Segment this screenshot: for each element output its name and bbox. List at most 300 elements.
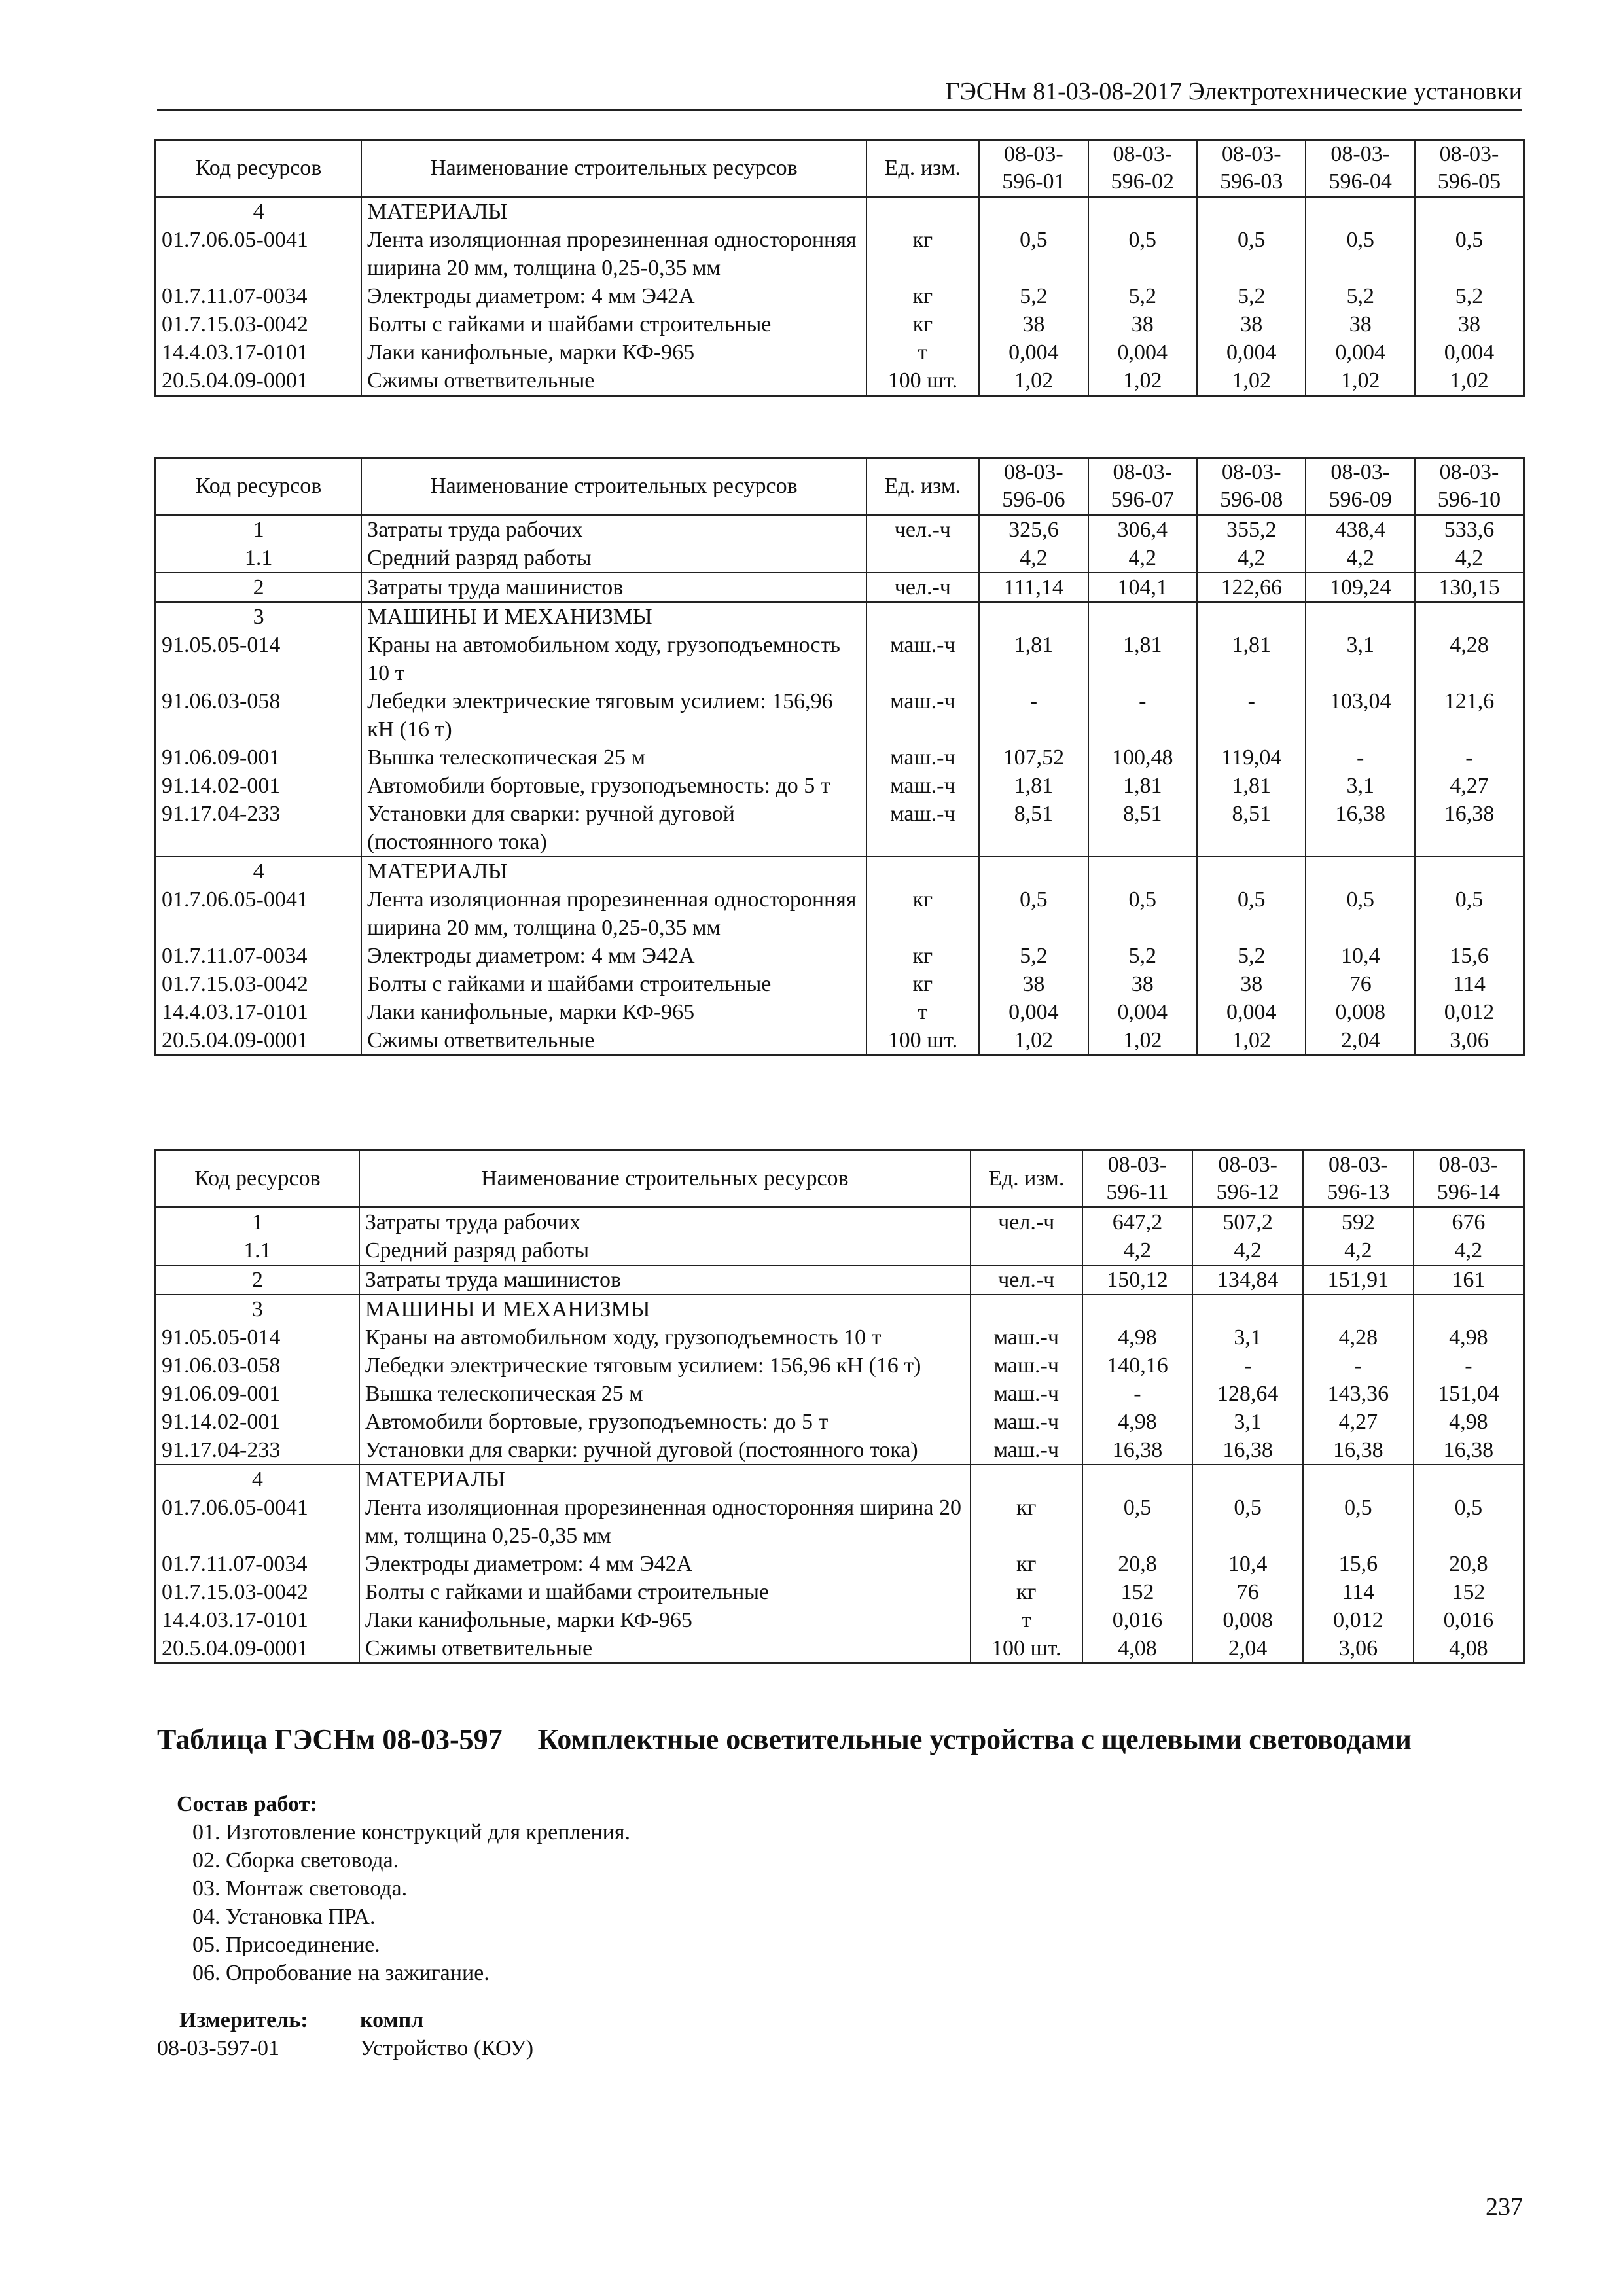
table-597-label: Таблица ГЭСНм 08-03-597 [157, 1723, 503, 1755]
resource-value: - [1414, 1352, 1524, 1380]
table-row [156, 886, 1524, 942]
resource-value: - [979, 687, 1088, 744]
resource-value: 8,51 [979, 800, 1088, 857]
resource-code: 91.14.02-001 [156, 1408, 359, 1436]
resource-value [1088, 602, 1197, 631]
resource-value: 16,38 [1414, 1436, 1524, 1465]
resource-value: 111,14 [979, 573, 1088, 602]
resource-code: 01.7.06.05-0041 [156, 886, 362, 942]
resource-value: 4,2 [1088, 544, 1197, 573]
resource-value: 103,04 [1306, 687, 1414, 744]
resource-code: 3 [156, 602, 362, 631]
resource-code: 20.5.04.09-0001 [156, 1634, 359, 1664]
resource-value: 0,5 [1415, 226, 1524, 282]
col-header-name: Наименование строительных ресурсов [361, 458, 866, 515]
resource-name: Лаки канифольные, марки КФ-965 [359, 1606, 971, 1634]
resource-value: 150,12 [1082, 1265, 1193, 1295]
resource-value [1303, 1465, 1414, 1494]
resource-value: 5,2 [1088, 942, 1197, 970]
resource-name: Затраты труда машинистов [359, 1265, 971, 1295]
col-header-norm: 08-03- 596-07 [1088, 458, 1197, 515]
resource-name: Затраты труда машинистов [361, 573, 866, 602]
resource-value [1415, 857, 1524, 886]
resource-value: 0,004 [1306, 338, 1414, 367]
resource-value: 0,004 [979, 338, 1088, 367]
resource-value: 4,98 [1414, 1408, 1524, 1436]
resource-name: Краны на автомобильном ходу, грузоподъемность 10 т [361, 631, 866, 687]
resource-value: 0,5 [1303, 1494, 1414, 1550]
resource-unit: т [866, 338, 980, 367]
resource-name: Автомобили бортовые, грузоподъемность: до 5 т [361, 772, 866, 800]
resource-value: 4,28 [1415, 631, 1524, 687]
resource-value: - [1306, 744, 1414, 772]
col-header-norm: 08-03- 596-05 [1415, 140, 1524, 197]
col-header-norm: 08-03- 596-09 [1306, 458, 1414, 515]
col-header-norm: 08-03- 596-01 [979, 140, 1088, 197]
table-row [156, 282, 1524, 310]
resource-value: 109,24 [1306, 573, 1414, 602]
col-header-norm: 08-03- 596-10 [1415, 458, 1524, 515]
resource-value: 4,2 [1303, 1236, 1414, 1265]
resource-code: 14.4.03.17-0101 [156, 338, 362, 367]
resource-value: 306,4 [1088, 515, 1197, 545]
resource-value [1197, 857, 1306, 886]
resource-unit: кг [866, 282, 980, 310]
resource-code: 20.5.04.09-0001 [156, 1026, 362, 1056]
resource-value [1082, 1295, 1193, 1323]
resource-value: 76 [1306, 970, 1414, 998]
resource-value: 0,5 [1197, 226, 1306, 282]
resource-value: 0,5 [1197, 886, 1306, 942]
resource-unit: 100 шт. [866, 1026, 980, 1056]
work-composition [177, 1790, 630, 1987]
table-row [156, 1236, 1524, 1265]
resource-value: 38 [1197, 970, 1306, 998]
resource-code: 91.05.05-014 [156, 1323, 359, 1352]
resource-value: 0,004 [1088, 338, 1197, 367]
resource-value: 647,2 [1082, 1208, 1193, 1237]
resource-unit: кг [971, 1578, 1082, 1606]
resource-value: 1,81 [979, 772, 1088, 800]
table-row [156, 1208, 1524, 1237]
resource-code: 4 [156, 197, 362, 226]
resource-name: Затраты труда рабочих [361, 515, 866, 545]
resource-value: 4,2 [979, 544, 1088, 573]
resource-name: Вышка телескопическая 25 м [359, 1380, 971, 1408]
resource-value: 1,81 [1088, 631, 1197, 687]
resource-value: 8,51 [1088, 800, 1197, 857]
resource-value: 143,36 [1303, 1380, 1414, 1408]
resource-value: 161 [1414, 1265, 1524, 1295]
resource-value: 5,2 [1197, 942, 1306, 970]
resource-name: МАТЕРИАЛЫ [361, 857, 866, 886]
resource-value: 1,02 [1415, 367, 1524, 396]
resource-unit: кг [866, 886, 980, 942]
resource-value: 10,4 [1192, 1550, 1303, 1578]
resource-code: 2 [156, 1265, 359, 1295]
table-row [156, 772, 1524, 800]
resource-name: Болты с гайками и шайбами строительные [361, 970, 866, 998]
resource-code: 1 [156, 515, 362, 545]
resource-value [1197, 602, 1306, 631]
resource-value: 325,6 [979, 515, 1088, 545]
measure-description: Устройство (КОУ) [360, 2036, 534, 2060]
resource-unit: чел.-ч [971, 1208, 1082, 1237]
resource-unit: кг [866, 226, 980, 282]
resource-code: 01.7.11.07-0034 [156, 282, 362, 310]
resource-name: Болты с гайками и шайбами строительные [359, 1578, 971, 1606]
resource-name: Вышка телескопическая 25 м [361, 744, 866, 772]
resource-value: 121,6 [1415, 687, 1524, 744]
resource-code: 14.4.03.17-0101 [156, 998, 362, 1026]
resource-value: - [1192, 1352, 1303, 1380]
resource-value: 76 [1192, 1578, 1303, 1606]
resource-unit: кг [866, 970, 980, 998]
resource-value: 114 [1415, 970, 1524, 998]
resource-value: 151,91 [1303, 1265, 1414, 1295]
table-row [156, 602, 1524, 631]
measure-code: 08-03-597-01 [157, 2036, 279, 2060]
col-header-norm: 08-03- 596-02 [1088, 140, 1197, 197]
resource-code: 1.1 [156, 544, 362, 573]
table-row [156, 226, 1524, 282]
table-row [156, 687, 1524, 744]
resource-unit: 100 шт. [866, 367, 980, 396]
resource-value: 3,06 [1303, 1634, 1414, 1664]
resource-unit: маш.-ч [866, 744, 980, 772]
col-header-norm: 08-03- 596-03 [1197, 140, 1306, 197]
resource-value: 4,27 [1415, 772, 1524, 800]
resource-value: 38 [979, 970, 1088, 998]
col-header-norm: 08-03- 596-08 [1197, 458, 1306, 515]
resource-value: 676 [1414, 1208, 1524, 1237]
resource-value: 20,8 [1414, 1550, 1524, 1578]
table-row [156, 1026, 1524, 1056]
table-row [156, 1465, 1524, 1494]
measure-block [157, 2006, 533, 2062]
resource-value: 152 [1414, 1578, 1524, 1606]
table-row [156, 1352, 1524, 1380]
resource-value: 0,5 [1414, 1494, 1524, 1550]
resource-value: 1,81 [1197, 631, 1306, 687]
resource-unit: маш.-ч [866, 772, 980, 800]
resource-value: 0,5 [1088, 886, 1197, 942]
resource-value: 1,02 [1197, 1026, 1306, 1056]
resource-value: 38 [1415, 310, 1524, 338]
resource-value [979, 197, 1088, 226]
resource-value: 1,81 [1197, 772, 1306, 800]
resource-value: 151,04 [1414, 1380, 1524, 1408]
col-header-norm: 08-03- 596-13 [1303, 1151, 1414, 1208]
resource-unit: маш.-ч [971, 1352, 1082, 1380]
col-header-code: Код ресурсов [156, 1151, 359, 1208]
resource-value [1197, 197, 1306, 226]
resource-value: - [1303, 1352, 1414, 1380]
col-header-norm: 08-03- 596-12 [1192, 1151, 1303, 1208]
resource-name: Средний разряд работы [359, 1236, 971, 1265]
resource-code: 01.7.15.03-0042 [156, 1578, 359, 1606]
resource-code: 91.06.09-001 [156, 744, 362, 772]
resource-name: Лента изоляционная прорезиненная односторонняя ширина 20 мм, толщина 0,25-0,35 мм [361, 886, 866, 942]
work-item: 04. Установка ПРА. [192, 1905, 376, 1929]
resource-name: Лебедки электрические тяговым усилием: 156,96 кН (16 т) [359, 1352, 971, 1380]
resource-value: 16,38 [1303, 1436, 1414, 1465]
table-row [156, 1550, 1524, 1578]
resource-name: МАШИНЫ И МЕХАНИЗМЫ [359, 1295, 971, 1323]
resource-value [1088, 197, 1197, 226]
col-header-code: Код ресурсов [156, 458, 362, 515]
resource-value: 4,2 [1306, 544, 1414, 573]
resource-unit: маш.-ч [866, 800, 980, 857]
table-row [156, 544, 1524, 573]
resource-value: 134,84 [1192, 1265, 1303, 1295]
resource-name: Электроды диаметром: 4 мм Э42А [361, 282, 866, 310]
table-row [156, 1578, 1524, 1606]
resource-value: 0,004 [1197, 338, 1306, 367]
table-row [156, 857, 1524, 886]
resource-unit: маш.-ч [971, 1408, 1082, 1436]
resource-unit: маш.-ч [971, 1380, 1082, 1408]
resource-value: 507,2 [1192, 1208, 1303, 1237]
page-number: 237 [1486, 2193, 1523, 2221]
resource-code: 91.17.04-233 [156, 1436, 359, 1465]
table-row [156, 800, 1524, 857]
resource-value: 38 [1088, 970, 1197, 998]
resource-value: 0,016 [1414, 1606, 1524, 1634]
resource-name: Сжимы ответвительные [361, 1026, 866, 1056]
resource-unit: т [866, 998, 980, 1026]
col-header-unit: Ед. изм. [866, 458, 980, 515]
resource-value: 4,2 [1197, 544, 1306, 573]
work-item: 02. Сборка световода. [192, 1848, 399, 1873]
resource-value [1088, 857, 1197, 886]
resource-value: 38 [1088, 310, 1197, 338]
resource-unit: кг [866, 310, 980, 338]
resource-unit [866, 197, 980, 226]
resource-unit: маш.-ч [866, 687, 980, 744]
resource-value: 0,004 [1415, 338, 1524, 367]
resource-value: 533,6 [1415, 515, 1524, 545]
resource-value: 4,98 [1414, 1323, 1524, 1352]
resource-unit [866, 544, 980, 573]
resource-name: Краны на автомобильном ходу, грузоподъемность 10 т [359, 1323, 971, 1352]
resource-value: 119,04 [1197, 744, 1306, 772]
resource-value: 16,38 [1192, 1436, 1303, 1465]
work-item: 03. Монтаж световода. [192, 1876, 408, 1901]
resource-value [1415, 602, 1524, 631]
resource-value [979, 857, 1088, 886]
resource-code: 91.06.03-058 [156, 687, 362, 744]
resource-value [1306, 857, 1414, 886]
col-header-name: Наименование строительных ресурсов [359, 1151, 971, 1208]
resource-name: Средний разряд работы [361, 544, 866, 573]
resource-code: 91.05.05-014 [156, 631, 362, 687]
resource-value: 0,5 [1306, 886, 1414, 942]
resource-value: 0,004 [1197, 998, 1306, 1026]
resource-value [1192, 1465, 1303, 1494]
resource-value: 0,5 [1415, 886, 1524, 942]
resource-name: Сжимы ответвительные [359, 1634, 971, 1664]
resource-value: 38 [979, 310, 1088, 338]
resource-unit [971, 1295, 1082, 1323]
resource-value: 4,27 [1303, 1408, 1414, 1436]
resource-value: 3,06 [1415, 1026, 1524, 1056]
resource-value: 16,38 [1082, 1436, 1193, 1465]
resource-name: Лебедки электрические тяговым усилием: 156,96 кН (16 т) [361, 687, 866, 744]
col-header-code: Код ресурсов [156, 140, 362, 197]
resource-value: 5,2 [1197, 282, 1306, 310]
resource-value: 16,38 [1415, 800, 1524, 857]
table-row [156, 1295, 1524, 1323]
resource-value: 1,81 [979, 631, 1088, 687]
resource-code: 14.4.03.17-0101 [156, 1606, 359, 1634]
resource-value: 5,2 [1415, 282, 1524, 310]
resource-value [1306, 197, 1414, 226]
col-header-norm: 08-03- 596-11 [1082, 1151, 1193, 1208]
resource-value: 3,1 [1192, 1323, 1303, 1352]
resource-value: 2,04 [1306, 1026, 1414, 1056]
page-header: ГЭСНм 81-03-08-2017 Электротехнические установки [157, 77, 1522, 111]
resource-value: 20,8 [1082, 1550, 1193, 1578]
resource-value: 15,6 [1303, 1550, 1414, 1578]
resource-value [979, 602, 1088, 631]
resource-value: 114 [1303, 1578, 1414, 1606]
resource-code: 01.7.15.03-0042 [156, 970, 362, 998]
resource-value: 355,2 [1197, 515, 1306, 545]
work-item: 06. Опробование на зажигание. [192, 1961, 490, 1985]
resource-value: 0,5 [979, 226, 1088, 282]
resource-name: Лента изоляционная прорезиненная односторонняя ширина 20 мм, толщина 0,25-0,35 мм [361, 226, 866, 282]
resource-value: 1,02 [1306, 367, 1414, 396]
resource-value: 0,016 [1082, 1606, 1193, 1634]
resource-name: Лаки канифольные, марки КФ-965 [361, 998, 866, 1026]
resource-value: 4,98 [1082, 1323, 1193, 1352]
resource-value [1192, 1295, 1303, 1323]
resource-value: 3,1 [1192, 1408, 1303, 1436]
resource-name: Электроды диаметром: 4 мм Э42А [361, 942, 866, 970]
resource-unit: чел.-ч [866, 515, 980, 545]
resource-value [1082, 1465, 1193, 1494]
resource-unit: т [971, 1606, 1082, 1634]
resource-value: 0,5 [1082, 1494, 1193, 1550]
resource-code: 3 [156, 1295, 359, 1323]
resource-value: 4,2 [1415, 544, 1524, 573]
table-row [156, 1606, 1524, 1634]
resource-value: 4,08 [1414, 1634, 1524, 1664]
resource-value: 130,15 [1415, 573, 1524, 602]
resource-code: 91.06.03-058 [156, 1352, 359, 1380]
table-row [156, 970, 1524, 998]
resource-unit: кг [866, 942, 980, 970]
resource-value: 0,012 [1303, 1606, 1414, 1634]
resource-value: 5,2 [979, 282, 1088, 310]
col-header-norm: 08-03- 596-14 [1414, 1151, 1524, 1208]
resource-name: МАТЕРИАЛЫ [359, 1465, 971, 1494]
resource-value: 5,2 [1088, 282, 1197, 310]
resource-code: 01.7.06.05-0041 [156, 226, 362, 282]
resource-name: Болты с гайками и шайбами строительные [361, 310, 866, 338]
resource-value: 1,81 [1088, 772, 1197, 800]
table-row [156, 338, 1524, 367]
resource-value [1303, 1295, 1414, 1323]
resource-name: Лента изоляционная прорезиненная односторонняя ширина 20 мм, толщина 0,25-0,35 мм [359, 1494, 971, 1550]
resource-unit [971, 1465, 1082, 1494]
resource-name: Лаки канифольные, марки КФ-965 [361, 338, 866, 367]
table-row [156, 1265, 1524, 1295]
resource-value: 8,51 [1197, 800, 1306, 857]
resource-value: - [1415, 744, 1524, 772]
resource-value: 38 [1306, 310, 1414, 338]
resource-name: Электроды диаметром: 4 мм Э42А [359, 1550, 971, 1578]
table-row [156, 515, 1524, 545]
resource-unit [971, 1236, 1082, 1265]
resource-name: Затраты труда рабочих [359, 1208, 971, 1237]
measure-unit: компл [360, 2008, 424, 2032]
col-header-name: Наименование строительных ресурсов [361, 140, 866, 197]
resource-unit: 100 шт. [971, 1634, 1082, 1664]
resource-value: 2,04 [1192, 1634, 1303, 1664]
measure-label: Измеритель: [179, 2008, 308, 2032]
table-597-name: Комплектные осветительные устройства с щелевыми световодами [537, 1723, 1412, 1755]
table-row [156, 1634, 1524, 1664]
resource-code: 4 [156, 857, 362, 886]
resource-code: 91.14.02-001 [156, 772, 362, 800]
resource-value: - [1197, 687, 1306, 744]
resource-value: 4,2 [1414, 1236, 1524, 1265]
resource-value [1414, 1295, 1524, 1323]
resource-unit: кг [971, 1550, 1082, 1578]
resource-value: 1,02 [1088, 367, 1197, 396]
resource-name: МАШИНЫ И МЕХАНИЗМЫ [361, 602, 866, 631]
resource-value: 438,4 [1306, 515, 1414, 545]
resources-table-596-11-14 [154, 1149, 1525, 1664]
resource-value: 152 [1082, 1578, 1193, 1606]
resource-value: 15,6 [1415, 942, 1524, 970]
resource-name: Установки для сварки: ручной дуговой (постоянного тока) [361, 800, 866, 857]
table-row [156, 573, 1524, 602]
resource-code: 91.06.09-001 [156, 1380, 359, 1408]
resource-value: 592 [1303, 1208, 1414, 1237]
resource-value: 4,2 [1082, 1236, 1193, 1265]
table-row [156, 1408, 1524, 1436]
table-row [156, 1494, 1524, 1550]
resource-unit [866, 602, 980, 631]
resource-code: 91.17.04-233 [156, 800, 362, 857]
work-item: 01. Изготовление конструкций для крепления. [192, 1820, 630, 1844]
resource-value: 100,48 [1088, 744, 1197, 772]
resource-value: 4,2 [1192, 1236, 1303, 1265]
resource-code: 4 [156, 1465, 359, 1494]
resource-value: 38 [1197, 310, 1306, 338]
resource-value: 0,5 [1306, 226, 1414, 282]
resource-value: - [1082, 1380, 1193, 1408]
resource-value: 4,28 [1303, 1323, 1414, 1352]
resource-name: МАТЕРИАЛЫ [361, 197, 866, 226]
resource-code: 01.7.11.07-0034 [156, 942, 362, 970]
table-row [156, 1436, 1524, 1465]
resource-name: Установки для сварки: ручной дуговой (постоянного тока) [359, 1436, 971, 1465]
resource-value: 104,1 [1088, 573, 1197, 602]
resource-value: 0,012 [1415, 998, 1524, 1026]
col-header-unit: Ед. изм. [971, 1151, 1082, 1208]
resource-unit: маш.-ч [866, 631, 980, 687]
resource-code: 01.7.06.05-0041 [156, 1494, 359, 1550]
resource-value: 1,02 [979, 1026, 1088, 1056]
col-header-unit: Ед. изм. [866, 140, 980, 197]
resource-code: 1.1 [156, 1236, 359, 1265]
resource-code: 2 [156, 573, 362, 602]
resource-value: 122,66 [1197, 573, 1306, 602]
